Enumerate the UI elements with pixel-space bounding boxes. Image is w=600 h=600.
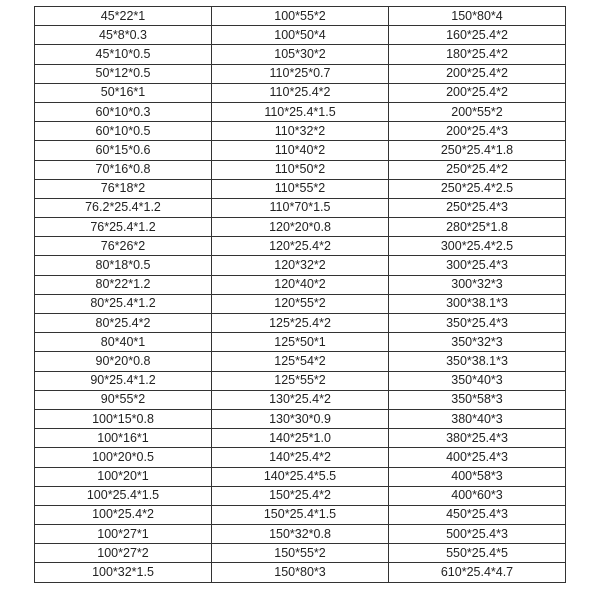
table-cell: 125*55*2 — [212, 371, 389, 390]
table-cell: 100*50*4 — [212, 26, 389, 45]
table-cell: 350*25.4*3 — [389, 314, 566, 333]
table-cell: 150*32*0.8 — [212, 525, 389, 544]
table-cell: 150*80*3 — [212, 563, 389, 582]
table-cell: 60*10*0.5 — [35, 122, 212, 141]
table-row — [35, 141, 566, 160]
table-row — [35, 390, 566, 409]
table-cell: 100*32*1.5 — [35, 563, 212, 582]
table-cell: 45*10*0.5 — [35, 45, 212, 64]
table-cell: 380*40*3 — [389, 409, 566, 428]
table-cell: 105*30*2 — [212, 45, 389, 64]
spec-table — [34, 6, 566, 583]
table-row — [35, 467, 566, 486]
table-cell: 130*25.4*2 — [212, 390, 389, 409]
table-cell: 45*8*0.3 — [35, 26, 212, 45]
table-row — [35, 429, 566, 448]
table-cell: 125*25.4*2 — [212, 314, 389, 333]
table-row — [35, 26, 566, 45]
table-cell: 100*27*2 — [35, 544, 212, 563]
table-cell: 110*25.4*1.5 — [212, 102, 389, 121]
table-row — [35, 218, 566, 237]
table-cell: 300*25.4*3 — [389, 256, 566, 275]
table-cell: 200*25.4*3 — [389, 122, 566, 141]
table-cell: 100*25.4*2 — [35, 505, 212, 524]
table-row — [35, 198, 566, 217]
table-row — [35, 256, 566, 275]
table-row — [35, 371, 566, 390]
table-cell: 60*15*0.6 — [35, 141, 212, 160]
table-row — [35, 7, 566, 26]
table-cell: 140*25.4*2 — [212, 448, 389, 467]
table-row — [35, 237, 566, 256]
table-cell: 180*25.4*2 — [389, 45, 566, 64]
table-cell: 350*32*3 — [389, 333, 566, 352]
table-cell: 100*16*1 — [35, 429, 212, 448]
table-cell: 90*20*0.8 — [35, 352, 212, 371]
table-cell: 300*25.4*2.5 — [389, 237, 566, 256]
table-cell: 350*38.1*3 — [389, 352, 566, 371]
table-cell: 80*18*0.5 — [35, 256, 212, 275]
table-cell: 100*20*1 — [35, 467, 212, 486]
table-cell: 250*25.4*2 — [389, 160, 566, 179]
table-cell: 200*25.4*2 — [389, 83, 566, 102]
table-cell: 250*25.4*2.5 — [389, 179, 566, 198]
table-cell: 100*25.4*1.5 — [35, 486, 212, 505]
table-cell: 150*25.4*1.5 — [212, 505, 389, 524]
table-cell: 110*70*1.5 — [212, 198, 389, 217]
table-cell: 110*40*2 — [212, 141, 389, 160]
table-row — [35, 179, 566, 198]
table-cell: 610*25.4*4.7 — [389, 563, 566, 582]
table-cell: 350*40*3 — [389, 371, 566, 390]
table-cell: 70*16*0.8 — [35, 160, 212, 179]
table-cell: 250*25.4*3 — [389, 198, 566, 217]
table-row — [35, 352, 566, 371]
table-cell: 120*32*2 — [212, 256, 389, 275]
table-row — [35, 83, 566, 102]
table-row — [35, 122, 566, 141]
table-cell: 120*25.4*2 — [212, 237, 389, 256]
table-row — [35, 525, 566, 544]
table-cell: 120*55*2 — [212, 294, 389, 313]
table-cell: 80*22*1.2 — [35, 275, 212, 294]
table-row — [35, 409, 566, 428]
table-cell: 125*54*2 — [212, 352, 389, 371]
table-cell: 100*20*0.5 — [35, 448, 212, 467]
table-cell: 400*58*3 — [389, 467, 566, 486]
table-cell: 150*80*4 — [389, 7, 566, 26]
spec-table-body — [35, 7, 566, 583]
table-row — [35, 563, 566, 582]
table-row — [35, 160, 566, 179]
table-cell: 80*25.4*1.2 — [35, 294, 212, 313]
table-row — [35, 333, 566, 352]
table-row — [35, 294, 566, 313]
table-cell: 550*25.4*5 — [389, 544, 566, 563]
table-cell: 200*25.4*2 — [389, 64, 566, 83]
table-row — [35, 486, 566, 505]
table-cell: 100*27*1 — [35, 525, 212, 544]
table-cell: 300*32*3 — [389, 275, 566, 294]
table-cell: 76.2*25.4*1.2 — [35, 198, 212, 217]
table-cell: 400*25.4*3 — [389, 448, 566, 467]
table-row — [35, 505, 566, 524]
table-row — [35, 544, 566, 563]
table-cell: 100*15*0.8 — [35, 409, 212, 428]
table-cell: 50*12*0.5 — [35, 64, 212, 83]
table-cell: 125*50*1 — [212, 333, 389, 352]
table-cell: 110*55*2 — [212, 179, 389, 198]
table-cell: 90*25.4*1.2 — [35, 371, 212, 390]
table-cell: 80*25.4*2 — [35, 314, 212, 333]
table-row — [35, 45, 566, 64]
table-cell: 160*25.4*2 — [389, 26, 566, 45]
table-row — [35, 314, 566, 333]
table-cell: 60*10*0.3 — [35, 102, 212, 121]
table-cell: 380*25.4*3 — [389, 429, 566, 448]
table-cell: 50*16*1 — [35, 83, 212, 102]
table-cell: 76*18*2 — [35, 179, 212, 198]
table-cell: 350*58*3 — [389, 390, 566, 409]
spec-table-container — [34, 6, 565, 583]
table-row — [35, 64, 566, 83]
table-row — [35, 448, 566, 467]
table-cell: 90*55*2 — [35, 390, 212, 409]
table-cell: 500*25.4*3 — [389, 525, 566, 544]
table-cell: 250*25.4*1.8 — [389, 141, 566, 160]
table-cell: 110*25.4*2 — [212, 83, 389, 102]
table-cell: 150*55*2 — [212, 544, 389, 563]
table-cell: 110*50*2 — [212, 160, 389, 179]
table-row — [35, 275, 566, 294]
table-cell: 140*25.4*5.5 — [212, 467, 389, 486]
table-cell: 200*55*2 — [389, 102, 566, 121]
table-cell: 100*55*2 — [212, 7, 389, 26]
table-cell: 110*32*2 — [212, 122, 389, 141]
table-cell: 150*25.4*2 — [212, 486, 389, 505]
table-cell: 130*30*0.9 — [212, 409, 389, 428]
table-cell: 140*25*1.0 — [212, 429, 389, 448]
table-cell: 120*20*0.8 — [212, 218, 389, 237]
table-row — [35, 102, 566, 121]
table-cell: 400*60*3 — [389, 486, 566, 505]
table-cell: 76*25.4*1.2 — [35, 218, 212, 237]
table-cell: 120*40*2 — [212, 275, 389, 294]
table-cell: 110*25*0.7 — [212, 64, 389, 83]
table-cell: 76*26*2 — [35, 237, 212, 256]
table-cell: 80*40*1 — [35, 333, 212, 352]
table-cell: 450*25.4*3 — [389, 505, 566, 524]
table-cell: 45*22*1 — [35, 7, 212, 26]
table-cell: 280*25*1.8 — [389, 218, 566, 237]
table-cell: 300*38.1*3 — [389, 294, 566, 313]
